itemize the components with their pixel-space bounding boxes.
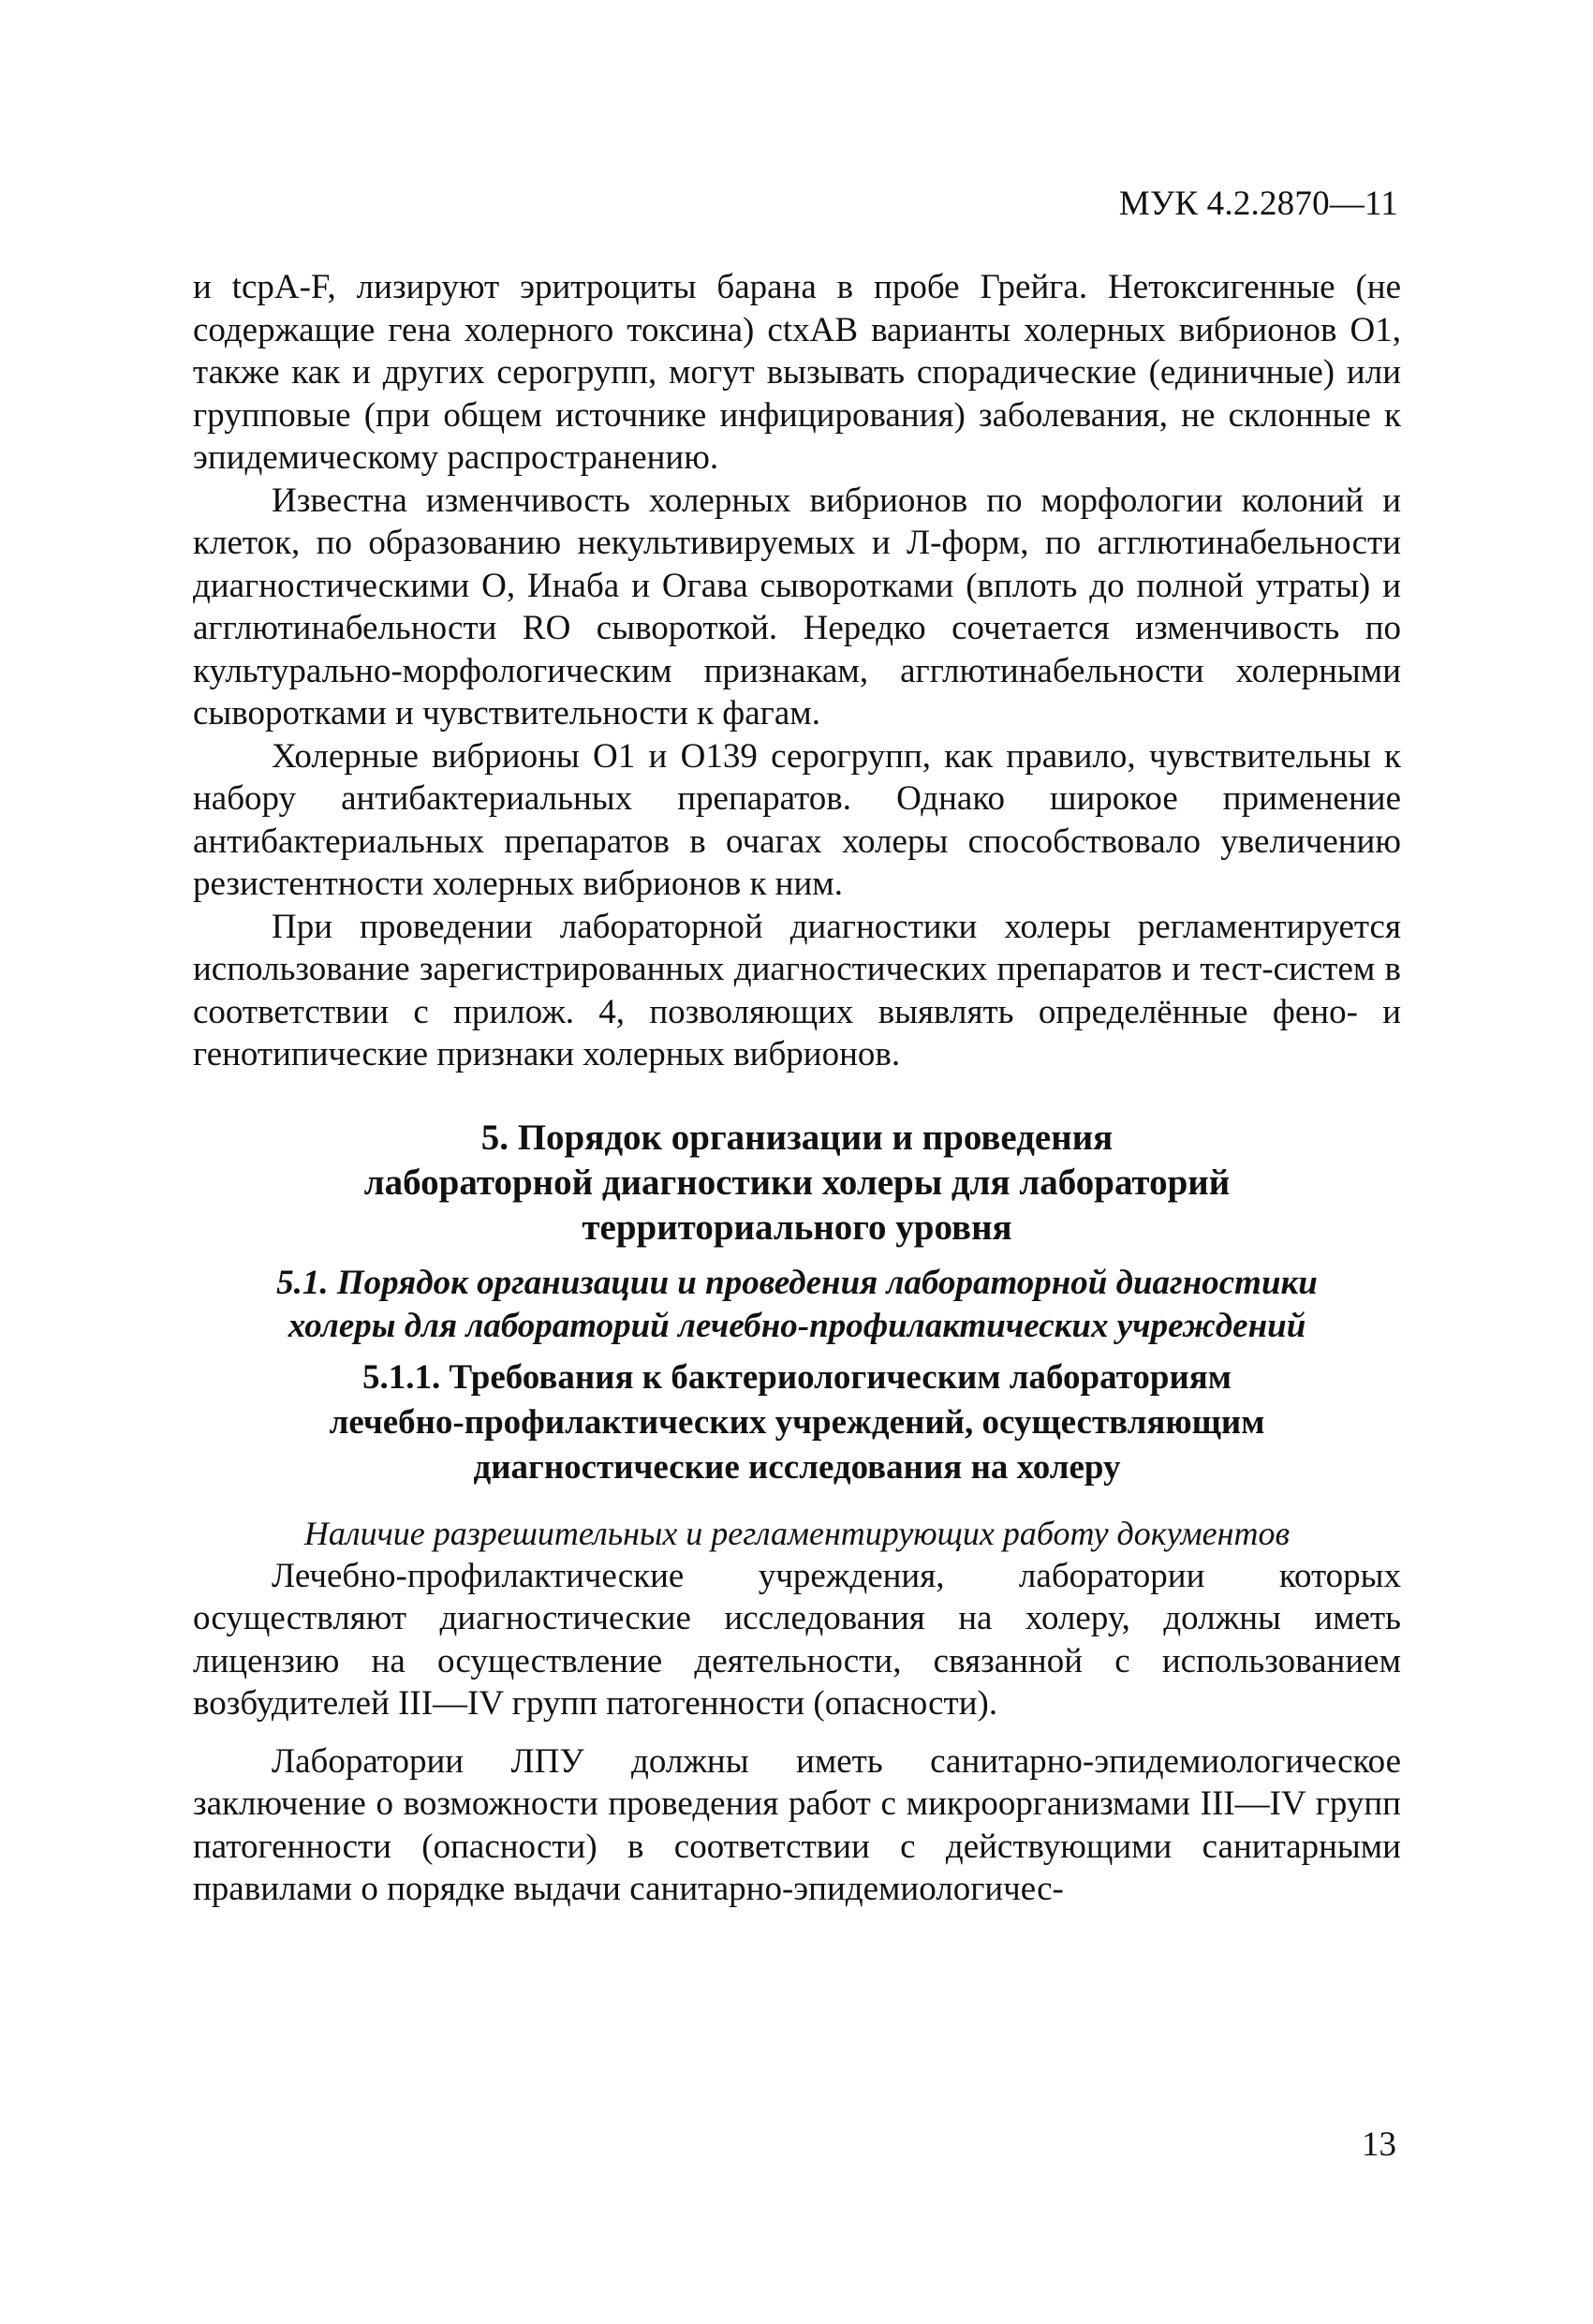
subsubsection-title-line-1: 5.1.1. Требования к бактериологическим лабораториям bbox=[362, 1357, 1232, 1397]
subsubsection-title bbox=[193, 1355, 1401, 1490]
paragraph-5: Лечебно-профилактические учреждения, лаборатории которых осуществляют диагностические исследования на холеру, должны иметь лицензию на осуществление деятельности, связанной с использованием возбудителей III—IV групп патогенности (опасности). bbox=[193, 1556, 1401, 1723]
subsubsection-title-line-2: лечебно-профилактических учреждений, осуществляющим bbox=[329, 1402, 1265, 1442]
subsection-title-line-1: 5.1. Порядок организации и проведения лабораторной диагностики bbox=[276, 1263, 1318, 1302]
page-number: 13 bbox=[1362, 2125, 1396, 2164]
section-title-line-2: лабораторной диагностики холеры для лабораторий bbox=[363, 1162, 1231, 1203]
section-title bbox=[193, 1116, 1401, 1251]
paragraph-1: и tcpA-F, лизируют эритроциты барана в пробе Грейга. Нетоксигенные (не содержащие гена холерного токсина) ctxAB варианты холерных вибрионов O1, также как и других серогрупп, могут вызывать спорадические (единичные) или групповые (при общем источнике инфицирования) заболевания, не склонные к эпидемическому распространению. bbox=[193, 268, 1401, 477]
subsection-title-line-2: холеры для лабораторий лечебно-профилактических учреждений bbox=[288, 1306, 1306, 1345]
section-title-line-1: 5. Порядок организации и проведения bbox=[480, 1117, 1114, 1158]
subsection-title bbox=[193, 1262, 1401, 1348]
italic-heading: Наличие разрешительных и регламентирующих работу документов bbox=[303, 1514, 1291, 1552]
paragraph-4: При проведении лабораторной диагностики холеры регламентируется использование зарегистрированных диагностических препаратов и тест-систем в соответствии с прилож. 4, позволяющих выявлять определённые фено- и генотипические признаки холерных вибрионов. bbox=[193, 907, 1401, 1073]
paragraph-2: Известна изменчивость холерных вибрионов по морфологии колоний и клеток, по образованию некультивируемых и Л-форм, по агглютинабельности диагностическими О, Инаба и Огава сыворотками (вплоть до полной утраты) и агглютинабельности RO сывороткой. Нередко сочетается изменчивость по культурально-морфологическим признакам, агглютинабельности холерными сыворотками и чувствительности к фагам. bbox=[193, 481, 1401, 733]
paragraph-6: Лаборатории ЛПУ должны иметь санитарно-эпидемиологическое заключение о возможности проведения работ с микроорганизмами III—IV групп патогенности (опасности) в соответствии с действующими санитарными правилами о порядке выдачи санитарно-эпидемиологичес- bbox=[193, 1741, 1401, 1908]
subsubsection-title-line-3: диагностические исследования на холеру bbox=[473, 1447, 1121, 1487]
page-content bbox=[193, 266, 1401, 1911]
document-code: МУК 4.2.2870—11 bbox=[1118, 185, 1398, 223]
section-title-line-3: территориального уровня bbox=[582, 1206, 1012, 1248]
paragraph-3: Холерные вибрионы O1 и O139 серогрупп, как правило, чувствительны к набору антибактериальных препаратов. Однако широкое применение антибактериальных препаратов в очагах холеры способствовало увеличению резистентности холерных вибрионов к ним. bbox=[193, 736, 1401, 903]
